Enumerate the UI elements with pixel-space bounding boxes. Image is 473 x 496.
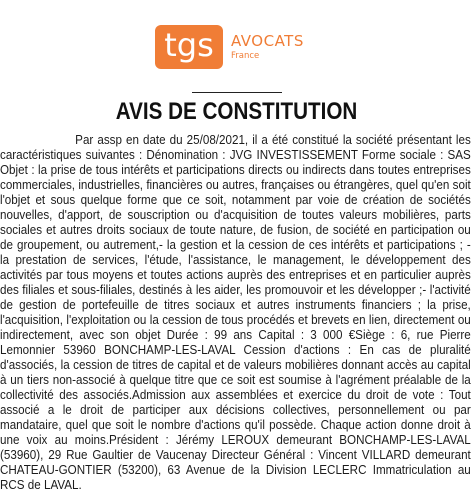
logo-avocats-text: AVOCATS — [231, 31, 304, 50]
logo-wordmark — [231, 31, 304, 61]
logo-mark: tgs — [155, 25, 223, 69]
notice-title: AVIS DE CONSTITUTION — [115, 98, 358, 125]
notice-body — [0, 132, 473, 492]
logo-country-text: France — [231, 50, 260, 61]
notice-body-text: Par assp en date du 25/08/2021, il a été constitué la société présentant les caractéristiques suivantes : Dénomination : JVG INVESTISSEMENT Forme sociale : SAS Objet : la prise de tous intérêts et participations directs ou indirects dans toutes entreprises commerciales, industrielles, financières ou autres, françaises ou étrangères, quel qu'en soit l'objet et sous quelque forme que ce soit, notamment par voie de création de sociétés nouvelles, d'apport, de souscription ou d'acquisition de toutes valeurs mobilières, parts sociales et autres droits sociaux de toute nature, de fusion, de société en participation ou de groupement, ou autrement,- la gestion et la cession de ces intérêts et participations ; - la prestation de services, l'étude, l'assistance, le management, le développement des activités par tous moyens et toutes actions auprès des entreprises et en particulier auprès des filiales et sous-filiales, destinés à les aider, les promouvoir et les développer ;- l'activité de gestion de portefeuille de titres sociaux et autres instruments financiers ; la prise, l'acquisition, l'exploitation ou la cession de tous procédés et brevets en lien, directement ou indirectement, avec son objet Durée : 99 ans Capital : 3 000 €Siège : 6, rue Pierre Lemonnier 53960 BONCHAMP-LES-LAVAL Cession d'actions : En cas de pluralité d'associés, la cession de titres de capital et de valeurs mobilières donnant accès au capital à un tiers non-associé à quelque titre que ce soit est soumise à l'agrément préalable de la collectivité des associés.Admission aux assemblées et exercice du droit de vote : Tout associé a le droit de participer aux décisions collectives, personnellement ou par mandataire, quel que soit le nombre d'actions qu'il possède. Chaque action donne droit à une voix au moins.Président : Jérémy LEROUX demeurant BONCHAMP-LES-LAVAL (53960), 29 Rue Gaultier de Vaucenay Directeur Général : Vincent VILLARD demeurant CHATEAU-GONTIER (53200), 63 Avenue de la Division LECLERC Immatriculation au RCS de LAVAL. — [0, 132, 471, 492]
title-divider — [192, 92, 282, 93]
tgs-avocats-logo — [155, 25, 304, 69]
